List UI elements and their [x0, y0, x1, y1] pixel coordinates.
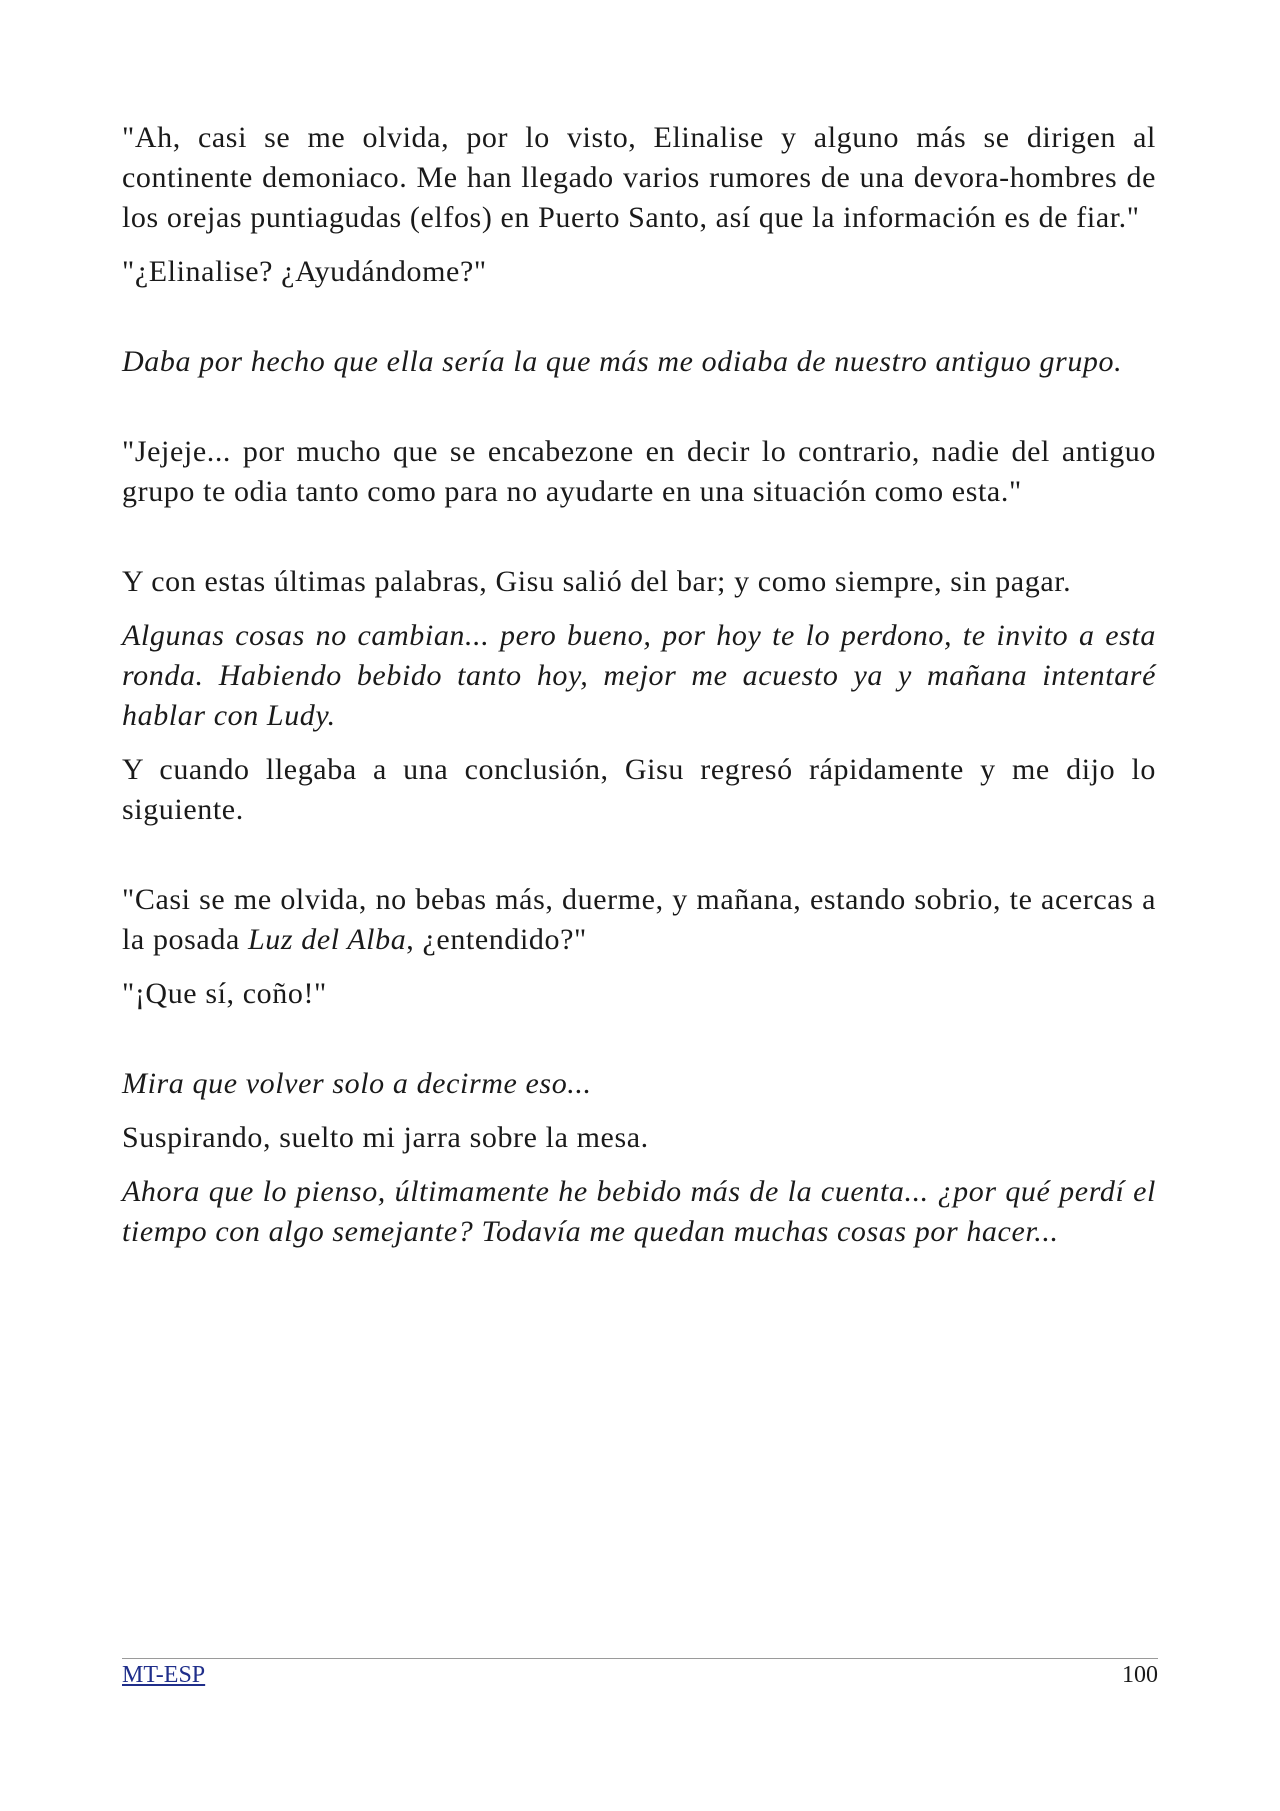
narration-paragraph: Y cuando llegaba a una conclusión, Gisu regresó rápidamente y me dijo lo siguiente. [122, 753, 1156, 826]
thought-paragraph: Mira que volver solo a decirme eso... [122, 1067, 592, 1100]
dialogue-paragraph: "Jejeje... por mucho que se encabezone en decir lo contrario, nadie del antiguo grupo te odia tanto como para no ayudarte en una situación como esta." [122, 435, 1156, 508]
page-number: 100 [1122, 1662, 1158, 1688]
thought-paragraph: Algunas cosas no cambian... pero bueno, por hoy te lo perdono, te invito a esta ronda. Habiendo bebido tanto hoy, mejor me acuesto ya y mañana intentaré hablar con Ludy. [122, 619, 1156, 732]
footer-link[interactable]: MT-ESP [122, 1662, 206, 1688]
thought-paragraph: Daba por hecho que ella sería la que más me odiaba de nuestro antiguo grupo. [122, 345, 1123, 378]
dialogue-paragraph: "¿Elinalise? ¿Ayudándome?" [122, 255, 487, 288]
narration-paragraph: Suspirando, suelto mi jarra sobre la mesa. [122, 1121, 649, 1154]
page-body [122, 118, 1156, 1252]
dialogue-text: , ¿entendido?" [406, 923, 587, 956]
thought-paragraph: Ahora que lo pienso, últimamente he bebido más de la cuenta... ¿por qué perdí el tiempo con algo semejante? Todavía me quedan muchas cosas por hacer... [122, 1175, 1156, 1248]
dialogue-paragraph: "¡Que sí, coño!" [122, 977, 327, 1010]
inn-name: Luz del Alba [247, 923, 407, 956]
dialogue-text: "Casi se me olvida, no bebas más, duerme, y mañana, estando sobrio, te acercas a la posada [122, 883, 1156, 956]
narration-paragraph: Y con estas últimas palabras, Gisu salió del bar; y como siempre, sin pagar. [122, 565, 1072, 598]
dialogue-paragraph [122, 880, 1156, 960]
footer-divider [122, 1658, 1158, 1659]
dialogue-paragraph: "Ah, casi se me olvida, por lo visto, Elinalise y alguno más se dirigen al continente demoniaco. Me han llegado varios rumores de una devora-hombres de los orejas puntiagudas (elfos) en Puerto Santo, así que la información es de fiar." [122, 121, 1156, 234]
